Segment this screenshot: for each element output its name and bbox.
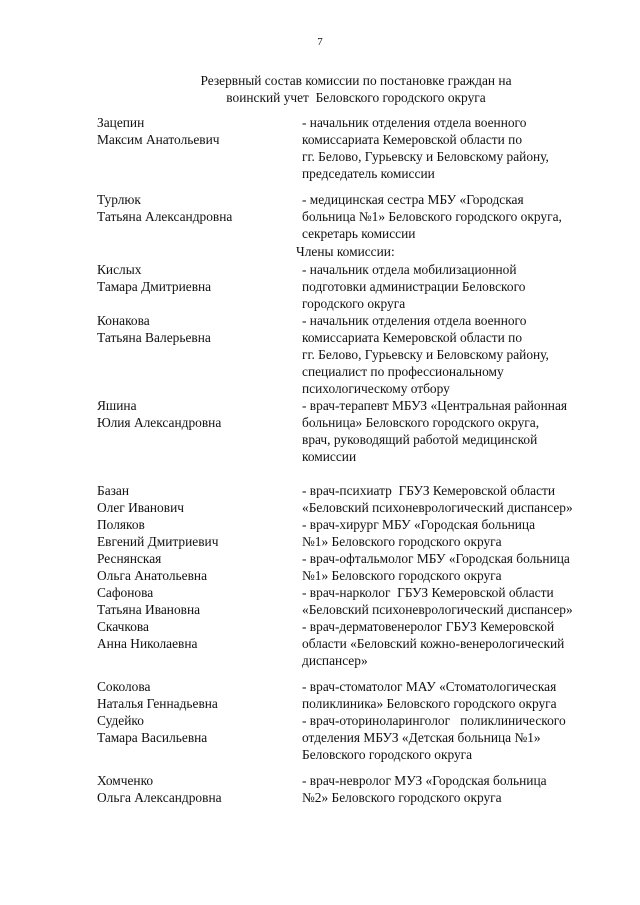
person-given-name: Олег Иванович bbox=[97, 500, 184, 515]
roster-entry bbox=[97, 550, 617, 584]
role-line: подготовки администрации Беловского bbox=[302, 279, 526, 294]
roster-entry bbox=[97, 261, 617, 312]
role-line: «Беловский психоневрологический диспансер» bbox=[302, 602, 573, 617]
role-line: врач, руководящий работой медицинской bbox=[302, 432, 538, 447]
role-line: комиссариата Кемеровской области по bbox=[302, 132, 523, 147]
person-role bbox=[302, 397, 617, 465]
person-given-name: Юлия Александровна bbox=[97, 415, 222, 430]
person-surname: Соколова bbox=[97, 679, 151, 694]
person-role bbox=[302, 772, 617, 806]
person-given-name: Евгений Дмитриевич bbox=[97, 534, 219, 549]
person-given-name: Татьяна Валерьевна bbox=[97, 330, 211, 345]
person-role bbox=[302, 261, 617, 312]
roster-entry bbox=[97, 712, 617, 763]
spacer bbox=[97, 182, 617, 191]
role-line: секретарь комиссии bbox=[302, 226, 416, 241]
roster-entry bbox=[97, 516, 617, 550]
role-line: диспансер» bbox=[302, 653, 368, 668]
document-title-line-1: Резервный состав комиссии по постановке граждан на bbox=[200, 73, 512, 88]
person-name bbox=[97, 550, 302, 584]
roster-entry bbox=[97, 678, 617, 712]
role-line: больница №1» Беловского городского округа, bbox=[302, 209, 562, 224]
person-role bbox=[302, 191, 617, 242]
role-line: №1» Беловского городского округа bbox=[302, 568, 502, 583]
roster-entry bbox=[97, 191, 617, 242]
role-line: - врач-хирург МБУ «Городская больница bbox=[302, 517, 536, 532]
page-number: 7 bbox=[317, 36, 323, 48]
person-surname: Кислых bbox=[97, 262, 142, 277]
person-surname: Конакова bbox=[97, 313, 150, 328]
role-line: - врач-стоматолог МАУ «Стоматологическая bbox=[302, 679, 557, 694]
person-given-name: Тамара Васильевна bbox=[97, 730, 208, 745]
role-line: председатель комиссии bbox=[302, 166, 435, 181]
person-given-name: Ольга Александровна bbox=[97, 790, 222, 805]
person-surname: Турлюк bbox=[97, 192, 141, 207]
person-surname: Сафонова bbox=[97, 585, 154, 600]
person-given-name: Татьяна Ивановна bbox=[97, 602, 201, 617]
role-line: - врач-дерматовенеролог ГБУЗ Кемеровской bbox=[302, 619, 555, 634]
person-surname: Поляков bbox=[97, 517, 145, 532]
commission-roster bbox=[97, 114, 617, 806]
person-name bbox=[97, 712, 302, 746]
person-given-name: Наталья Геннадьевна bbox=[97, 696, 218, 711]
person-given-name: Татьяна Александровна bbox=[97, 209, 233, 224]
role-line: поликлиника» Беловского городского округа bbox=[302, 696, 557, 711]
role-line: - начальник отделения отдела военного bbox=[302, 115, 527, 130]
person-name bbox=[97, 397, 302, 431]
role-line: - врач-невролог МУЗ «Городская больница bbox=[302, 773, 547, 788]
role-line: - врач-терапевт МБУЗ «Центральная районная bbox=[302, 398, 568, 413]
role-line: - врач-офтальмолог МБУ «Городская больница bbox=[302, 551, 570, 566]
members-heading: Члены комиссии: bbox=[296, 244, 395, 259]
person-given-name: Анна Николаевна bbox=[97, 636, 198, 651]
person-surname: Базан bbox=[97, 483, 130, 498]
person-role bbox=[302, 482, 617, 516]
person-name bbox=[97, 482, 302, 516]
person-surname: Яшина bbox=[97, 398, 137, 413]
roster-entry bbox=[97, 114, 617, 182]
person-name bbox=[97, 312, 302, 346]
role-line: области «Беловский кожно-венерологический bbox=[302, 636, 565, 651]
roster-entry bbox=[97, 584, 617, 618]
role-line: №2» Беловского городского округа bbox=[302, 790, 502, 805]
person-surname: Хомченко bbox=[97, 773, 154, 788]
person-name bbox=[97, 618, 302, 652]
role-line: - начальник отделения отдела военного bbox=[302, 313, 527, 328]
person-surname: Скачкова bbox=[97, 619, 149, 634]
person-role bbox=[302, 516, 617, 550]
person-surname: Судейко bbox=[97, 713, 144, 728]
person-given-name: Ольга Анатольевна bbox=[97, 568, 208, 583]
role-line: комиссии bbox=[302, 449, 357, 464]
person-name bbox=[97, 678, 302, 712]
role-line: городского округа bbox=[302, 296, 406, 311]
roster-entry bbox=[97, 618, 617, 669]
role-line: гг. Белово, Гурьевску и Беловскому району, bbox=[302, 149, 549, 164]
document-title bbox=[150, 72, 562, 106]
spacer bbox=[97, 763, 617, 772]
person-name bbox=[97, 516, 302, 550]
role-line: специалист по профессиональному bbox=[302, 364, 504, 379]
roster-entry bbox=[97, 772, 617, 806]
role-line: отделения МБУЗ «Детская больница №1» bbox=[302, 730, 541, 745]
person-role bbox=[302, 712, 617, 763]
role-line: «Беловский психоневрологический диспансер» bbox=[302, 500, 573, 515]
role-line: №1» Беловского городского округа bbox=[302, 534, 502, 549]
roster-entry bbox=[97, 312, 617, 397]
spacer bbox=[97, 669, 617, 678]
role-line: психологическому отбору bbox=[302, 381, 450, 396]
person-name bbox=[97, 584, 302, 618]
role-line: гг. Белово, Гурьевску и Беловскому району, bbox=[302, 347, 549, 362]
person-role bbox=[302, 312, 617, 397]
person-role bbox=[302, 550, 617, 584]
roster-entry bbox=[97, 482, 617, 516]
person-name bbox=[97, 191, 302, 225]
role-line: - начальник отдела мобилизационной bbox=[302, 262, 517, 277]
person-name bbox=[97, 772, 302, 806]
spacer bbox=[97, 465, 617, 482]
person-role bbox=[302, 584, 617, 618]
role-line: - врач-психиатр ГБУЗ Кемеровской области bbox=[302, 483, 556, 498]
role-line: - врач-оториноларинголог поликлинического bbox=[302, 713, 566, 728]
person-surname: Зацепин bbox=[97, 115, 145, 130]
roster-entry bbox=[97, 397, 617, 465]
person-role bbox=[302, 678, 617, 712]
person-name bbox=[97, 114, 302, 148]
person-surname: Реснянская bbox=[97, 551, 162, 566]
role-line: комиссариата Кемеровской области по bbox=[302, 330, 523, 345]
person-given-name: Максим Анатольевич bbox=[97, 132, 220, 147]
person-name bbox=[97, 261, 302, 295]
document-title-line-2: воинский учет Беловского городского округа bbox=[226, 90, 486, 105]
person-role bbox=[302, 114, 617, 182]
person-given-name: Тамара Дмитриевна bbox=[97, 279, 212, 294]
role-line: - медицинская сестра МБУ «Городская bbox=[302, 192, 524, 207]
role-line: - врач-нарколог ГБУЗ Кемеровской области bbox=[302, 585, 554, 600]
role-line: Беловского городского округа bbox=[302, 747, 473, 762]
person-role bbox=[302, 618, 617, 669]
role-line: больница» Беловского городского округа, bbox=[302, 415, 540, 430]
